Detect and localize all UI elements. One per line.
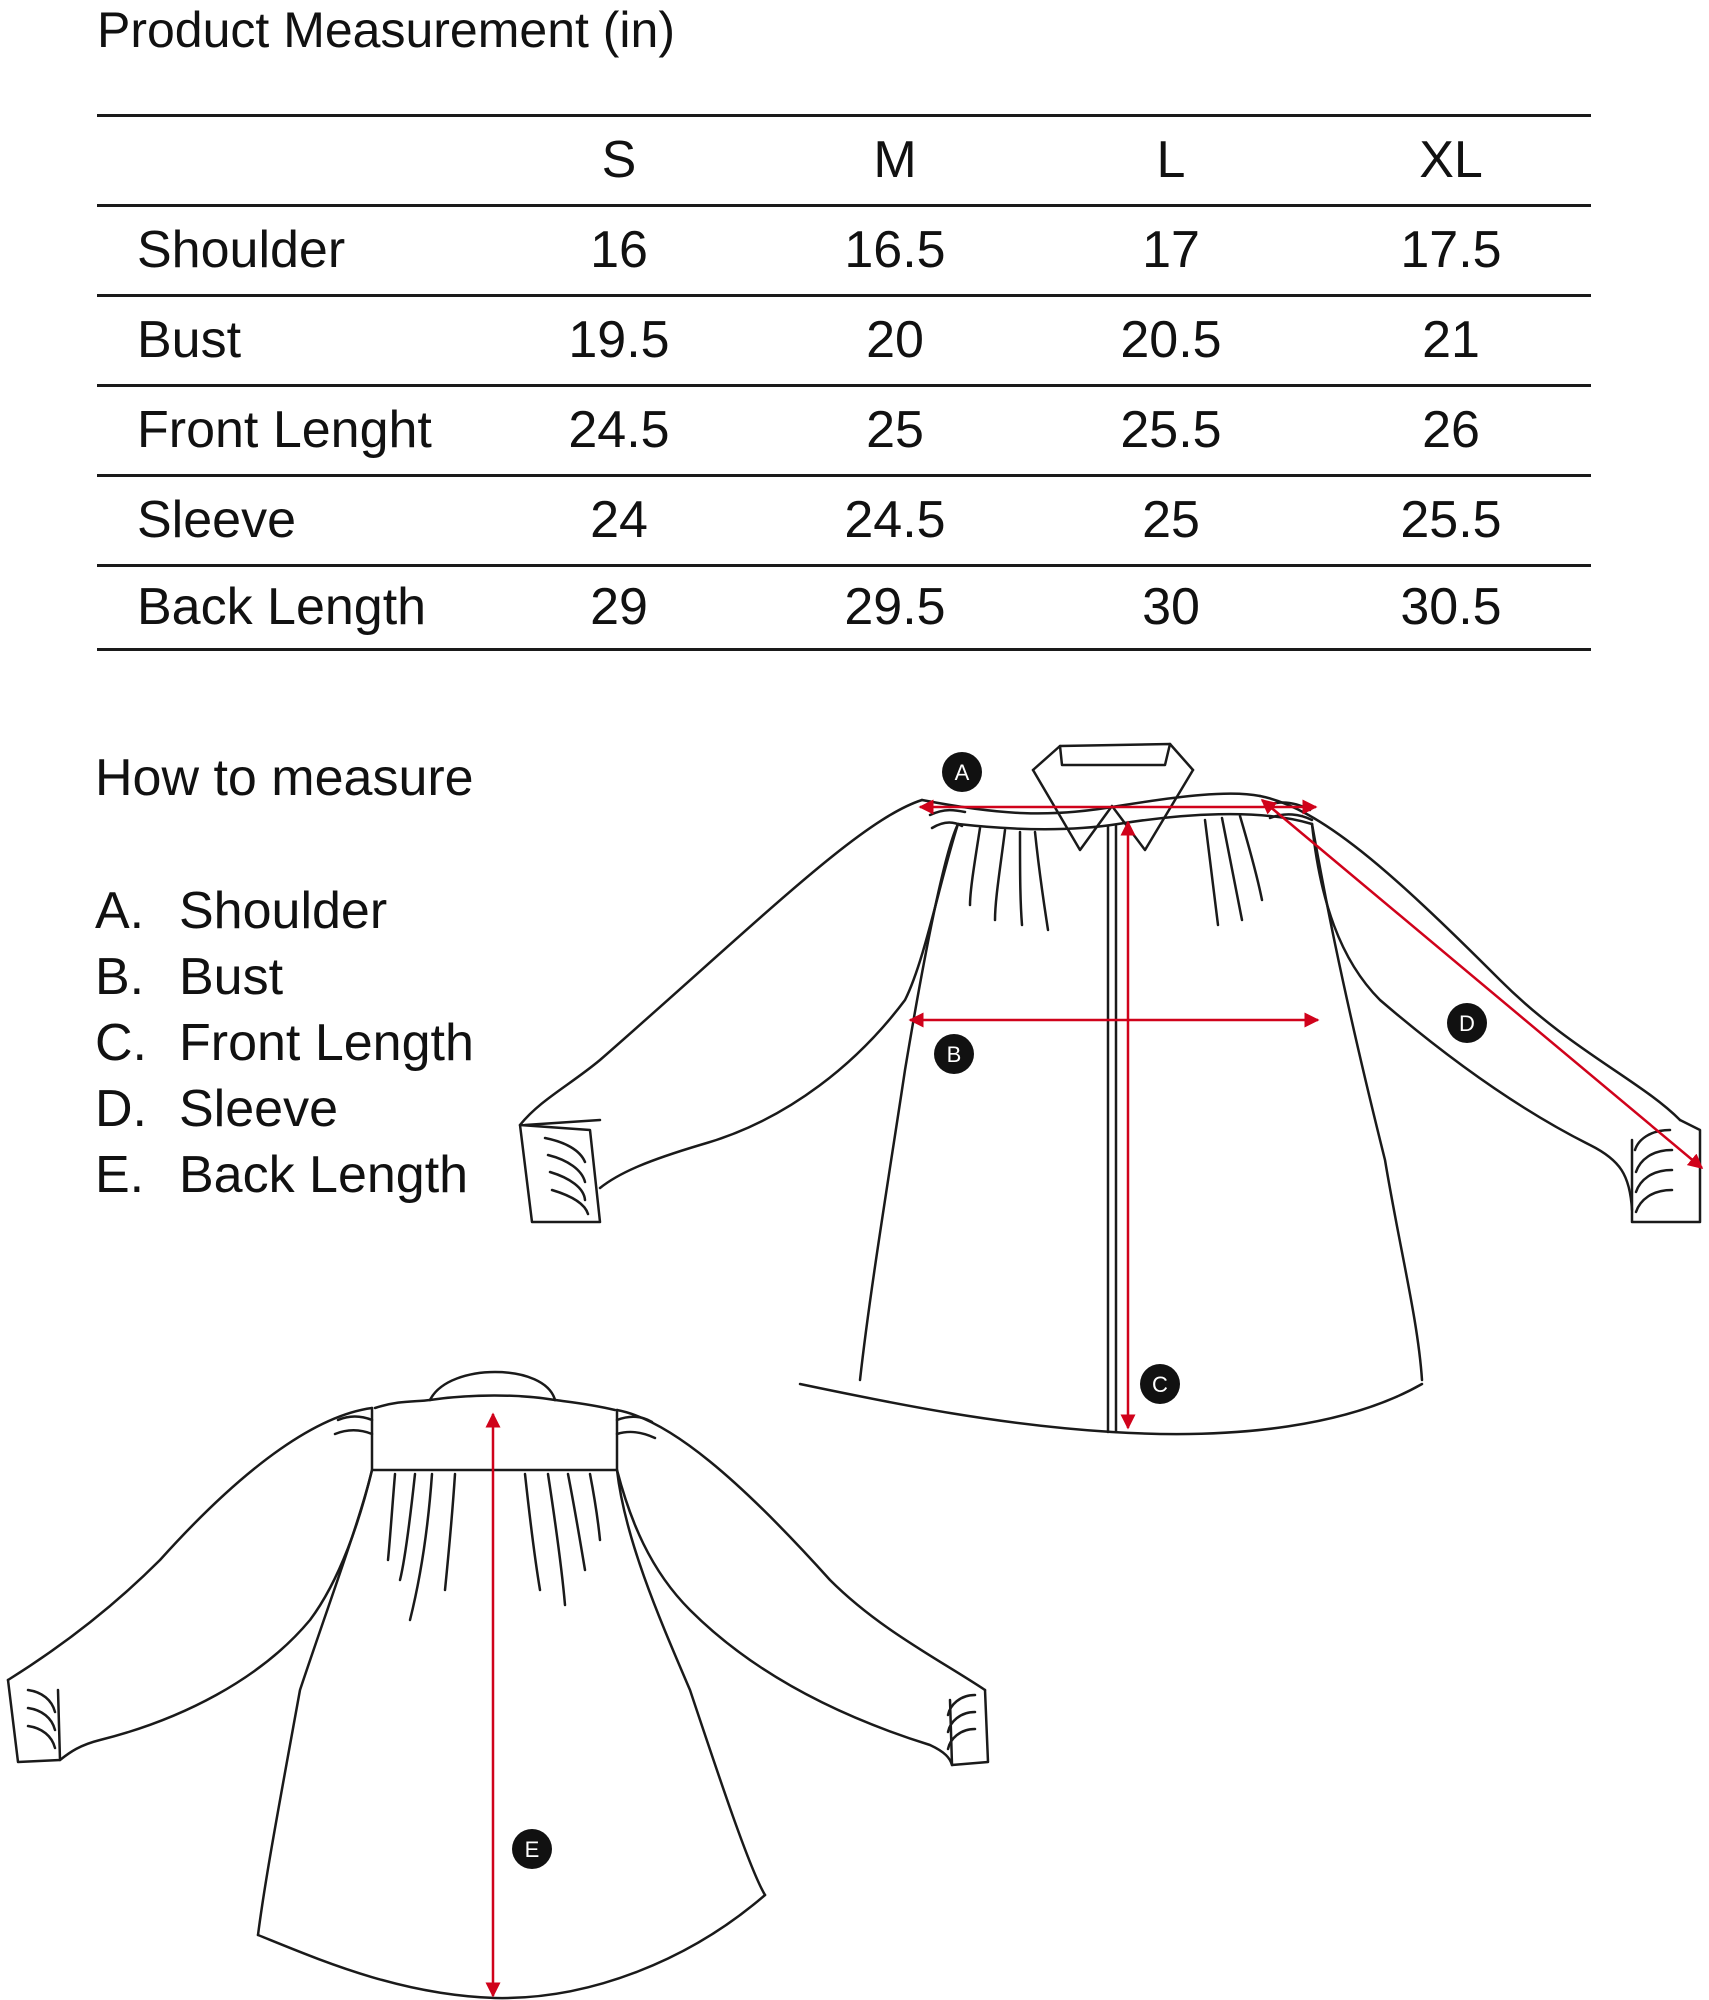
row-label-bust: Bust: [137, 311, 242, 369]
front-shirt-outline: [520, 744, 1700, 1434]
svg-text:A: A: [954, 760, 970, 785]
table-cell: 17: [1142, 221, 1200, 279]
step-shoulder: A. Shoulder: [95, 882, 388, 940]
badge-c: [1140, 1364, 1180, 1404]
table-cell: 20.5: [1120, 311, 1222, 369]
sleeve-measure-line: [1262, 800, 1702, 1168]
row-label-shoulder: Shoulder: [137, 221, 346, 279]
back-shirt-outline: [8, 1372, 988, 1998]
row-label-back-length: Back Length: [137, 578, 427, 636]
step-bust: B. Bust: [95, 948, 284, 1006]
badge-e: [512, 1829, 552, 1869]
svg-text:C: C: [1152, 1372, 1168, 1397]
table-cell: 16.5: [844, 221, 946, 279]
page-title: Product Measurement (in): [97, 2, 676, 58]
table-cell: 16: [590, 221, 648, 279]
table-cell: 29.5: [844, 578, 946, 636]
step-back-length: E. Back Length: [95, 1146, 469, 1204]
table-cell: 17.5: [1400, 221, 1502, 279]
row-label-front-length: Front Lenght: [137, 401, 432, 459]
table-cell: 30.5: [1400, 578, 1502, 636]
table-cell: 21: [1422, 311, 1480, 369]
size-header-l: L: [1156, 131, 1186, 189]
svg-text:D: D: [1459, 1011, 1475, 1036]
step-sleeve: D. Sleeve: [95, 1080, 338, 1138]
table-cell: 30: [1142, 578, 1200, 636]
table-cell: 24.5: [844, 491, 946, 549]
badge-a: [942, 752, 982, 792]
table-cell: 19.5: [568, 311, 670, 369]
step-front-length: C. Front Length: [95, 1014, 474, 1072]
size-header-xl: XL: [1419, 131, 1483, 189]
table-cell: 24: [590, 491, 648, 549]
table-cell: 25.5: [1120, 401, 1222, 459]
table-cell: 25: [1142, 491, 1200, 549]
how-to-heading: How to measure: [95, 749, 474, 807]
table-cell: 26: [1422, 401, 1480, 459]
table-cell: 29: [590, 578, 648, 636]
badge-d: [1447, 1003, 1487, 1043]
svg-text:B: B: [946, 1042, 962, 1067]
table-cell: 20: [866, 311, 924, 369]
row-label-sleeve: Sleeve: [137, 491, 296, 549]
size-header-m: M: [873, 131, 917, 189]
size-header-s: S: [601, 131, 637, 189]
front-measure-lines: [910, 800, 1702, 1428]
table-cell: 25: [866, 401, 924, 459]
svg-text:E: E: [524, 1837, 540, 1862]
table-cell: 25.5: [1400, 491, 1502, 549]
table-cell: 24.5: [568, 401, 670, 459]
badge-b: [934, 1034, 974, 1074]
